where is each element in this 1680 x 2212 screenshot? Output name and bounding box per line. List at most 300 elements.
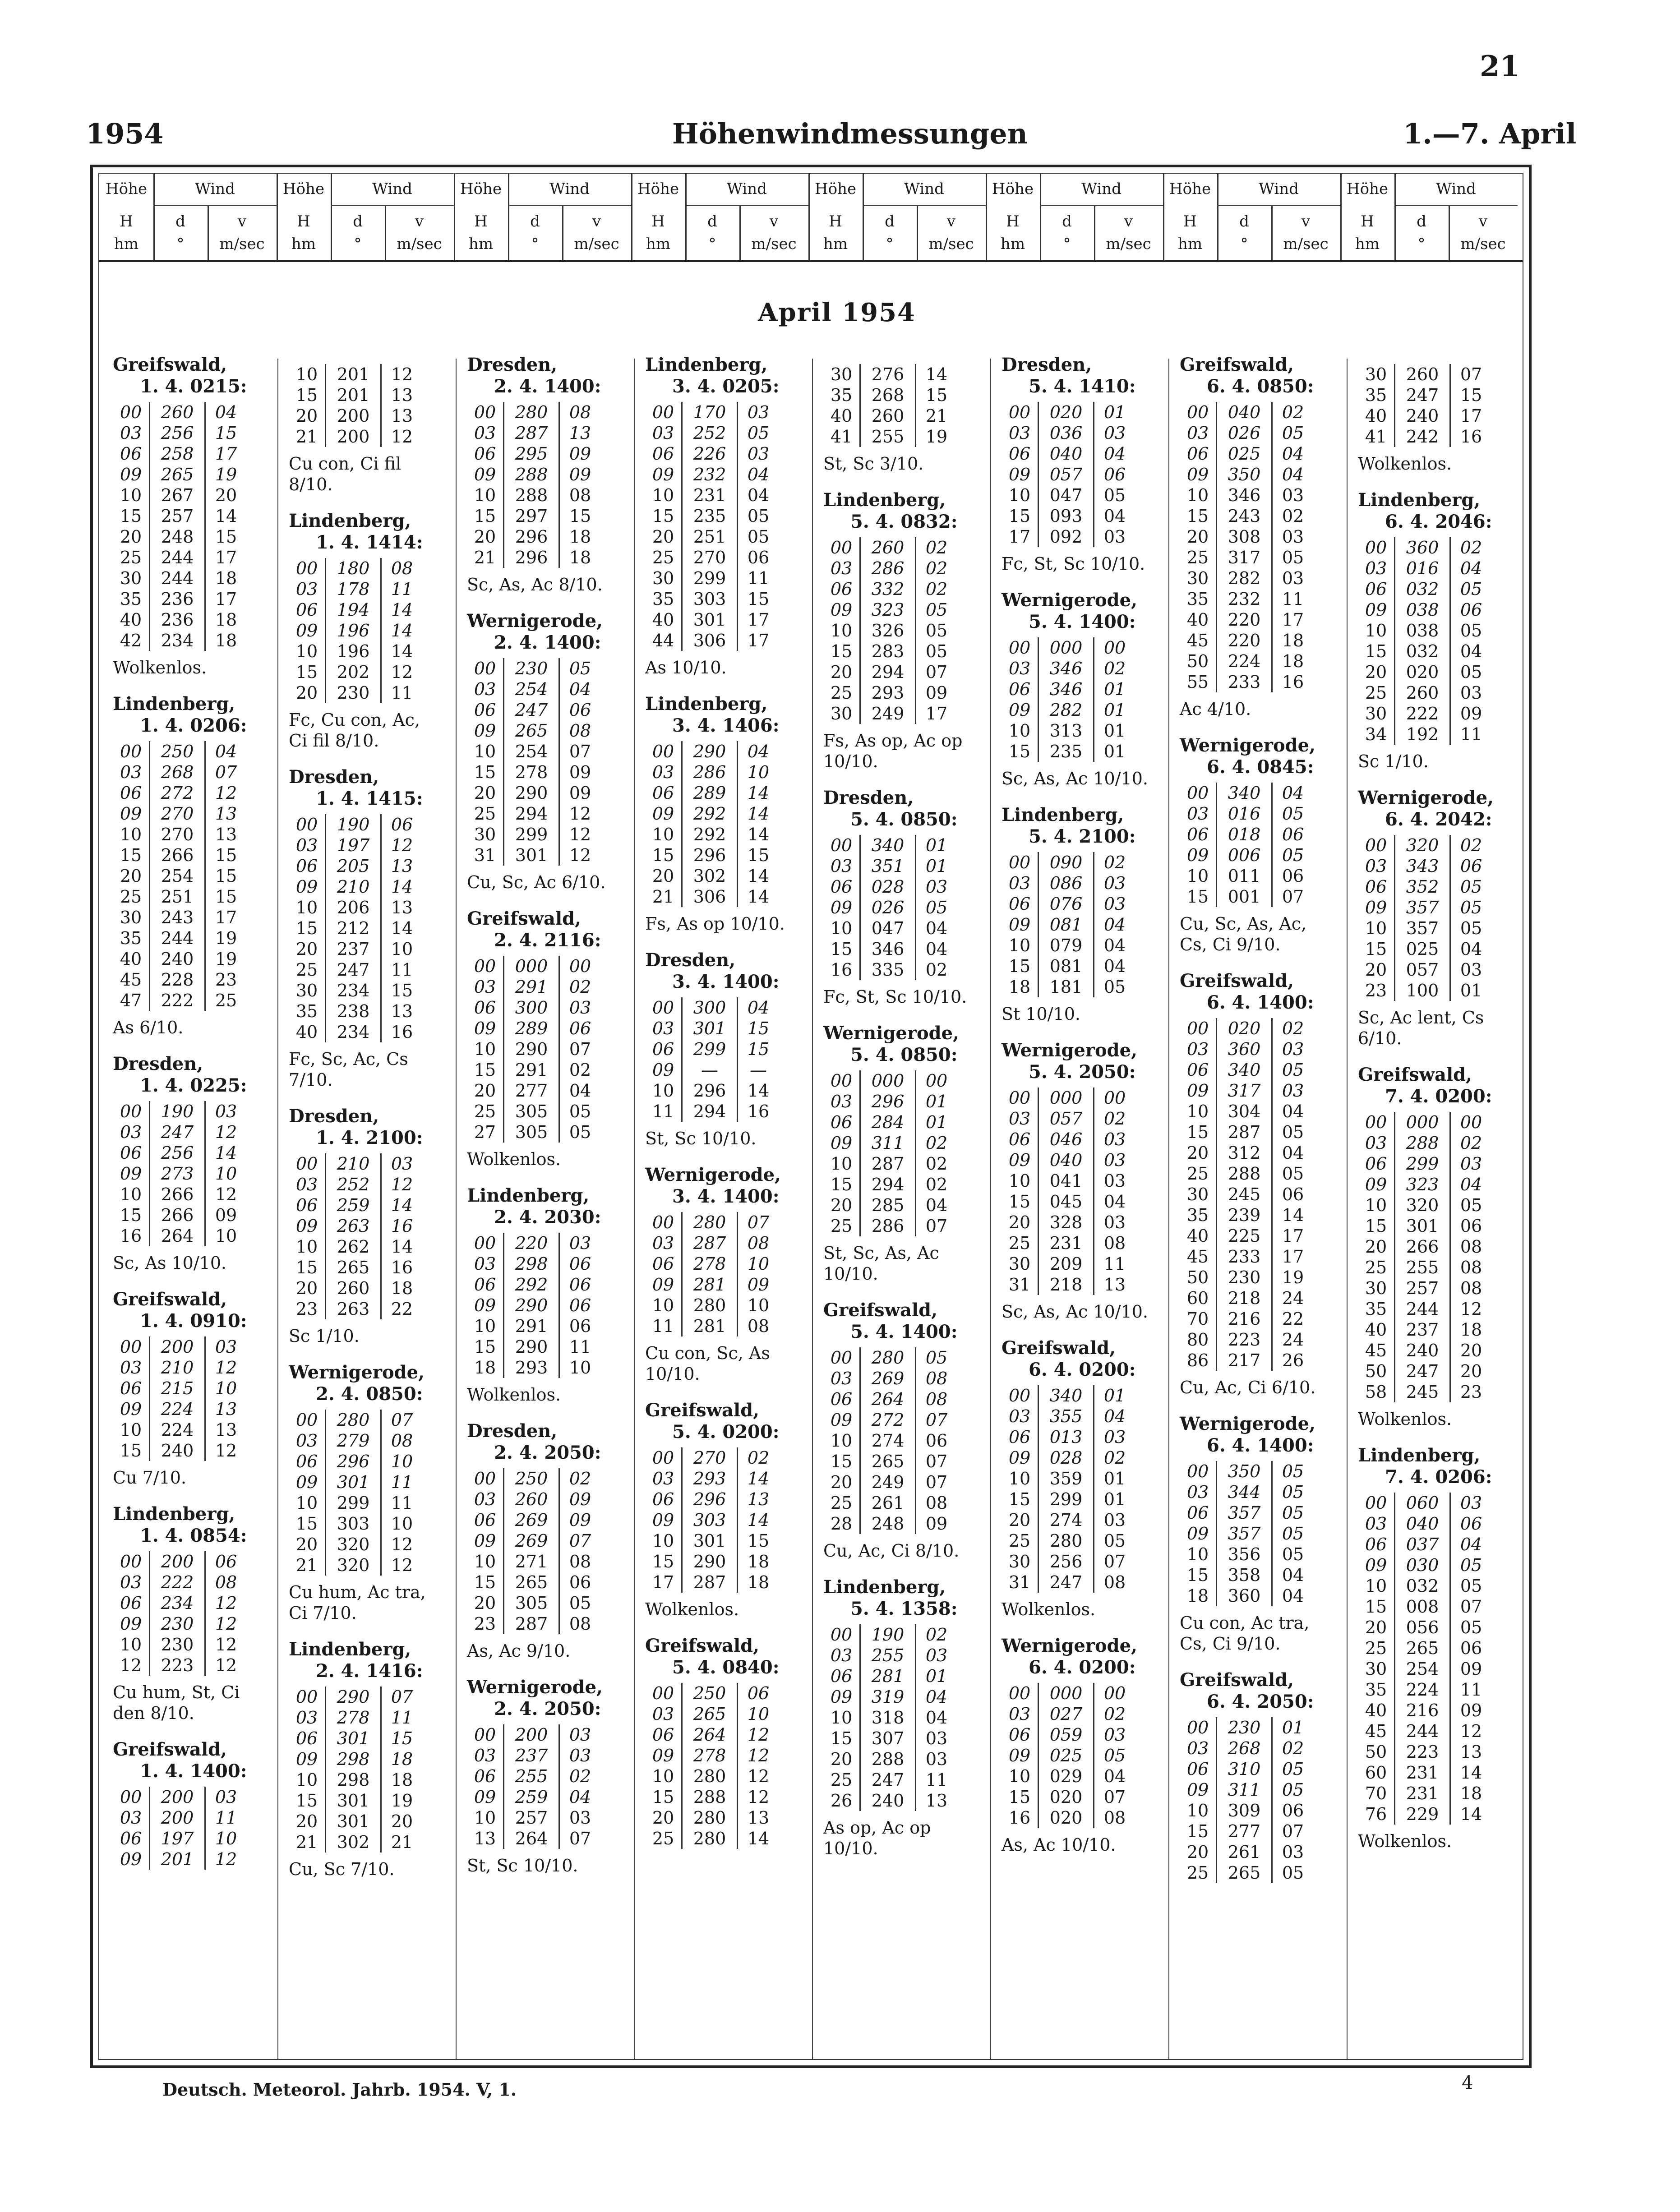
table-row bbox=[1358, 918, 1520, 939]
table-row bbox=[823, 1493, 986, 1513]
height-cell: 20 bbox=[1365, 1618, 1387, 1637]
table-row bbox=[113, 1828, 275, 1849]
header-subrule bbox=[1040, 205, 1163, 206]
table-row bbox=[1002, 914, 1164, 935]
direction-cell: 299 bbox=[681, 1039, 738, 1060]
height-cell: 30 bbox=[1186, 568, 1209, 588]
speed-cell: 12 bbox=[391, 364, 413, 384]
speed-cell: 12 bbox=[569, 845, 591, 865]
wind-table bbox=[1180, 1018, 1342, 1371]
height-cell: 09 bbox=[474, 1018, 496, 1038]
direction-cell: 285 bbox=[859, 1195, 916, 1216]
table-row bbox=[645, 485, 808, 506]
table-row bbox=[1002, 700, 1164, 720]
speed-cell: 07 bbox=[1460, 364, 1482, 384]
speed-cell: 22 bbox=[391, 1299, 413, 1319]
direction-cell: 288 bbox=[859, 1749, 916, 1770]
direction-cell: 257 bbox=[503, 1807, 560, 1828]
speed-cell: 16 bbox=[1282, 672, 1304, 692]
head-d: d bbox=[530, 212, 540, 230]
direction-cell: 278 bbox=[503, 762, 560, 783]
station-name: Lindenberg, bbox=[289, 1639, 411, 1660]
direction-cell: 288 bbox=[681, 1787, 738, 1807]
height-cell: 06 bbox=[120, 783, 142, 803]
station-name: Wernigerode, bbox=[823, 1023, 959, 1044]
height-cell: 00 bbox=[1186, 1461, 1209, 1481]
speed-cell: 02 bbox=[1282, 1738, 1304, 1758]
speed-cell: 04 bbox=[1282, 444, 1304, 464]
speed-cell: 04 bbox=[747, 998, 770, 1018]
table-row bbox=[1180, 1482, 1342, 1502]
table-row bbox=[113, 1184, 275, 1205]
table-row bbox=[1002, 637, 1164, 658]
direction-cell: 294 bbox=[859, 662, 916, 682]
speed-cell: 07 bbox=[215, 762, 237, 782]
direction-cell: 291 bbox=[503, 977, 560, 997]
direction-cell: 296 bbox=[325, 1451, 382, 1472]
speed-cell: 18 bbox=[391, 1770, 413, 1790]
speed-cell: 06 bbox=[569, 1316, 591, 1336]
height-cell: 20 bbox=[295, 683, 318, 703]
height-cell: 45 bbox=[1186, 1247, 1209, 1267]
table-row bbox=[1358, 599, 1520, 620]
speed-cell: 16 bbox=[1460, 427, 1482, 447]
direction-cell: 076 bbox=[1038, 894, 1094, 914]
height-cell: 00 bbox=[830, 1348, 853, 1368]
column-separator bbox=[990, 359, 991, 2059]
table-row bbox=[645, 741, 808, 762]
table-row bbox=[1358, 959, 1520, 980]
table-row bbox=[1180, 609, 1342, 630]
direction-cell: 041 bbox=[1038, 1171, 1094, 1191]
height-cell: 23 bbox=[295, 1299, 318, 1319]
table-row bbox=[645, 1489, 808, 1510]
direction-cell: 011 bbox=[1216, 866, 1273, 886]
speed-cell: 08 bbox=[215, 1572, 237, 1592]
speed-cell: 13 bbox=[747, 1808, 770, 1828]
head-hoehe: Höhe bbox=[637, 180, 679, 198]
head-wind: Wind bbox=[549, 180, 590, 198]
height-cell: 40 bbox=[830, 406, 853, 426]
direction-cell: 234 bbox=[325, 1022, 382, 1042]
direction-cell: 255 bbox=[503, 1766, 560, 1787]
table-row bbox=[645, 824, 808, 845]
table-row bbox=[1358, 620, 1520, 641]
height-cell: 25 bbox=[652, 548, 674, 567]
height-cell: 06 bbox=[474, 1275, 496, 1295]
table-row bbox=[467, 803, 629, 824]
height-cell: 06 bbox=[295, 1195, 318, 1215]
table-row bbox=[823, 682, 986, 703]
observation-time: 2. 4. 1416: bbox=[316, 1660, 423, 1682]
height-cell: 20 bbox=[120, 866, 142, 886]
speed-cell: 04 bbox=[1103, 1766, 1126, 1786]
observation-time: 1. 4. 2100: bbox=[316, 1127, 423, 1148]
speed-cell: 02 bbox=[925, 538, 948, 558]
cloud-note: Sc, As 10/10. bbox=[113, 1253, 227, 1273]
height-cell: 06 bbox=[830, 877, 853, 897]
head-v: v bbox=[1124, 212, 1133, 230]
height-cell: 09 bbox=[830, 898, 853, 917]
speed-cell: 03 bbox=[215, 1787, 237, 1807]
speed-cell: 15 bbox=[215, 527, 237, 547]
speed-cell: 12 bbox=[215, 1593, 237, 1613]
height-cell: 60 bbox=[1186, 1288, 1209, 1308]
speed-cell: 13 bbox=[391, 898, 413, 917]
height-cell: 10 bbox=[1008, 721, 1031, 741]
station-block bbox=[467, 1420, 629, 1661]
header-rule bbox=[808, 174, 810, 260]
station-block bbox=[467, 610, 629, 893]
height-cell: 10 bbox=[652, 1531, 674, 1551]
direction-cell: 248 bbox=[859, 1513, 916, 1534]
direction-cell: 320 bbox=[1394, 1195, 1451, 1216]
speed-cell: 00 bbox=[569, 956, 591, 976]
table-row bbox=[289, 385, 451, 406]
speed-cell: 03 bbox=[925, 877, 948, 897]
station-block bbox=[113, 693, 275, 1038]
cloud-note: Cu, Ac, Ci 8/10. bbox=[823, 1541, 960, 1561]
direction-cell: 230 bbox=[149, 1634, 206, 1655]
height-cell: 09 bbox=[652, 1746, 674, 1765]
height-cell: 80 bbox=[1186, 1330, 1209, 1350]
speed-cell: 14 bbox=[925, 364, 948, 384]
height-cell: 20 bbox=[474, 1593, 496, 1613]
direction-cell: 290 bbox=[681, 1551, 738, 1572]
table-row bbox=[823, 876, 986, 897]
speed-cell: 17 bbox=[215, 908, 237, 927]
speed-cell: 03 bbox=[1103, 423, 1126, 443]
direction-cell: 200 bbox=[325, 426, 382, 447]
height-cell: 45 bbox=[1186, 631, 1209, 650]
speed-cell: 05 bbox=[1103, 1531, 1126, 1551]
height-cell: 18 bbox=[1008, 977, 1031, 997]
table-row bbox=[645, 1766, 808, 1787]
head-ms: m/sec bbox=[574, 235, 619, 253]
station-block bbox=[113, 1739, 275, 1870]
height-cell: 10 bbox=[474, 742, 496, 761]
head-v: v bbox=[769, 212, 779, 230]
height-cell: 25 bbox=[1365, 1258, 1387, 1277]
speed-cell: 14 bbox=[391, 1237, 413, 1257]
speed-cell: 19 bbox=[1282, 1267, 1304, 1287]
direction-cell: 288 bbox=[503, 485, 560, 506]
table-row bbox=[1180, 1039, 1342, 1060]
table-row bbox=[645, 423, 808, 443]
direction-cell: 197 bbox=[149, 1828, 206, 1849]
header-rule bbox=[1394, 174, 1396, 260]
direction-cell: 255 bbox=[859, 426, 916, 447]
table-row bbox=[467, 1530, 629, 1551]
height-cell: 44 bbox=[652, 631, 674, 650]
observation-time: 1. 4. 1400: bbox=[140, 1760, 247, 1782]
column-separator bbox=[1168, 359, 1169, 2059]
station-block bbox=[1002, 590, 1164, 789]
table-row bbox=[1180, 1122, 1342, 1143]
table-row bbox=[289, 1022, 451, 1042]
cloud-note: Cu hum, St, Ci den 8/10. bbox=[113, 1682, 240, 1723]
cloud-note: Sc 1/10. bbox=[1358, 751, 1429, 771]
height-cell: 25 bbox=[1008, 1531, 1031, 1551]
direction-cell: 230 bbox=[503, 658, 560, 679]
speed-cell: 12 bbox=[747, 1746, 770, 1765]
speed-cell: 23 bbox=[215, 970, 237, 990]
station-block bbox=[1180, 735, 1342, 955]
direction-cell: 287 bbox=[681, 1572, 738, 1593]
direction-cell: 293 bbox=[681, 1468, 738, 1489]
direction-cell: 346 bbox=[1216, 485, 1273, 506]
speed-cell: 04 bbox=[1282, 1586, 1304, 1606]
height-cell: 10 bbox=[652, 1081, 674, 1101]
head-hoehe: Höhe bbox=[282, 180, 325, 198]
cloud-note: St, Sc 10/10. bbox=[645, 1129, 757, 1148]
observation-time: 6. 4. 0850: bbox=[1207, 376, 1314, 397]
direction-cell: 295 bbox=[503, 443, 560, 464]
head-hm: hm bbox=[1000, 235, 1025, 253]
table-row bbox=[113, 423, 275, 443]
speed-cell: 19 bbox=[391, 1791, 413, 1811]
height-cell: 25 bbox=[652, 1829, 674, 1848]
table-row bbox=[289, 876, 451, 897]
height-cell: 00 bbox=[295, 558, 318, 578]
height-cell: 10 bbox=[830, 1431, 853, 1451]
cloud-note: As 6/10. bbox=[113, 1018, 184, 1037]
table-row bbox=[113, 969, 275, 990]
direction-cell: 278 bbox=[681, 1745, 738, 1766]
height-cell: 03 bbox=[1186, 1482, 1209, 1502]
direction-cell: 352 bbox=[1394, 876, 1451, 897]
table-row bbox=[289, 835, 451, 856]
table-row bbox=[1358, 876, 1520, 897]
station-name: Lindenberg, bbox=[1358, 489, 1481, 511]
direction-cell: 081 bbox=[1038, 914, 1094, 935]
direction-cell: 360 bbox=[1394, 537, 1451, 558]
speed-cell: 08 bbox=[747, 1233, 770, 1253]
speed-cell: 12 bbox=[391, 835, 413, 855]
table-row bbox=[1358, 939, 1520, 959]
table-row bbox=[1002, 1489, 1164, 1510]
direction-cell: 270 bbox=[149, 803, 206, 824]
height-cell: 10 bbox=[1186, 485, 1209, 505]
column-head-group bbox=[1163, 174, 1340, 260]
height-cell: 20 bbox=[652, 866, 674, 886]
height-cell: 06 bbox=[652, 1489, 674, 1509]
table-row bbox=[1180, 1800, 1342, 1821]
speed-cell: 17 bbox=[747, 631, 770, 650]
head-d: d bbox=[707, 212, 717, 230]
height-cell: 10 bbox=[652, 485, 674, 505]
height-cell: 20 bbox=[295, 406, 318, 426]
direction-cell: 254 bbox=[503, 741, 560, 762]
direction-cell: 276 bbox=[859, 364, 916, 385]
height-cell: 50 bbox=[1186, 651, 1209, 671]
height-cell: 09 bbox=[830, 1410, 853, 1430]
height-cell: 10 bbox=[1365, 1195, 1387, 1215]
table-row bbox=[823, 1770, 986, 1790]
table-row bbox=[1002, 1530, 1164, 1551]
height-cell: 30 bbox=[830, 704, 853, 724]
speed-cell: 23 bbox=[1460, 1382, 1482, 1402]
speed-cell: 05 bbox=[1282, 548, 1304, 567]
height-cell: 03 bbox=[120, 1358, 142, 1378]
height-cell: 00 bbox=[120, 742, 142, 761]
table-row bbox=[289, 1832, 451, 1853]
table-row bbox=[823, 385, 986, 406]
speed-cell: 06 bbox=[391, 815, 413, 834]
head-hm: hm bbox=[468, 235, 494, 253]
speed-cell: 24 bbox=[1282, 1288, 1304, 1308]
height-cell: 10 bbox=[474, 1316, 496, 1336]
height-cell: 03 bbox=[830, 558, 853, 578]
direction-cell: 210 bbox=[325, 876, 382, 897]
height-cell: 10 bbox=[295, 1493, 318, 1513]
height-cell: 35 bbox=[1365, 1299, 1387, 1319]
table-row bbox=[467, 845, 629, 866]
direction-cell: 232 bbox=[681, 464, 738, 485]
direction-cell: 296 bbox=[681, 845, 738, 866]
height-cell: 25 bbox=[120, 887, 142, 907]
table-row bbox=[289, 1001, 451, 1022]
direction-cell: 016 bbox=[1216, 803, 1273, 824]
table-row bbox=[467, 1510, 629, 1530]
direction-cell: 047 bbox=[859, 918, 916, 939]
cloud-note: Fs, As op 10/10. bbox=[645, 914, 785, 934]
head-h: H bbox=[1361, 212, 1374, 230]
direction-cell: 223 bbox=[149, 1655, 206, 1676]
speed-cell: 10 bbox=[747, 1704, 770, 1724]
height-cell: 30 bbox=[1008, 1552, 1031, 1571]
wind-table bbox=[823, 1347, 986, 1534]
speed-cell: 13 bbox=[215, 825, 237, 844]
direction-cell: 280 bbox=[325, 1410, 382, 1430]
table-row bbox=[1180, 1226, 1342, 1246]
table-row bbox=[289, 959, 451, 980]
direction-cell: 305 bbox=[503, 1122, 560, 1143]
table-row bbox=[113, 1163, 275, 1184]
table-row bbox=[823, 1153, 986, 1174]
head-d: d bbox=[1417, 212, 1426, 230]
speed-cell: 00 bbox=[1103, 638, 1126, 658]
speed-cell: 04 bbox=[1103, 444, 1126, 464]
direction-cell: 280 bbox=[681, 1828, 738, 1849]
wind-table bbox=[1358, 364, 1520, 447]
header-year: 1954 bbox=[86, 117, 164, 150]
direction-cell: 243 bbox=[1216, 506, 1273, 526]
direction-cell: 299 bbox=[1394, 1153, 1451, 1174]
height-cell: 09 bbox=[652, 1510, 674, 1530]
direction-cell: 230 bbox=[1216, 1717, 1273, 1738]
direction-cell: 320 bbox=[325, 1534, 382, 1555]
speed-cell: 03 bbox=[1103, 894, 1126, 914]
height-cell: 25 bbox=[830, 683, 853, 703]
station-name: Wernigerode, bbox=[289, 1362, 425, 1383]
table-row bbox=[1180, 866, 1342, 886]
speed-cell: 15 bbox=[391, 981, 413, 1000]
table-row bbox=[1002, 1510, 1164, 1530]
height-cell: 03 bbox=[120, 423, 142, 443]
head-degree: ° bbox=[1240, 235, 1248, 253]
cloud-note: Wolkenlos. bbox=[1358, 1831, 1452, 1851]
height-cell: 09 bbox=[120, 1614, 142, 1634]
table-row bbox=[1002, 464, 1164, 485]
direction-cell: 233 bbox=[1216, 1246, 1273, 1267]
station-name: Lindenberg, bbox=[289, 510, 411, 531]
speed-cell: 08 bbox=[569, 485, 591, 505]
table-row bbox=[1358, 364, 1520, 385]
height-cell: 15 bbox=[1365, 939, 1387, 959]
direction-cell: 261 bbox=[859, 1493, 916, 1513]
direction-cell: 296 bbox=[681, 1080, 738, 1101]
header-title: Höhenwindmessungen bbox=[672, 117, 1028, 150]
wind-table bbox=[289, 558, 451, 703]
speed-cell: 08 bbox=[569, 721, 591, 741]
height-cell: 03 bbox=[474, 1746, 496, 1765]
speed-cell: 14 bbox=[391, 600, 413, 620]
table-row bbox=[113, 1226, 275, 1246]
height-cell: 06 bbox=[1186, 444, 1209, 464]
direction-cell: 280 bbox=[1038, 1530, 1094, 1551]
height-cell: 15 bbox=[1365, 641, 1387, 661]
observation-time: 5. 4. 0840: bbox=[672, 1657, 780, 1678]
direction-cell: 279 bbox=[325, 1430, 382, 1451]
direction-cell: 303 bbox=[325, 1513, 382, 1534]
cloud-note: Cu, Sc, As, Ac, Cs, Ci 9/10. bbox=[1180, 914, 1307, 954]
speed-cell: 02 bbox=[925, 1154, 948, 1174]
direction-cell: 254 bbox=[503, 679, 560, 700]
speed-cell: 11 bbox=[215, 1808, 237, 1828]
direction-cell: 265 bbox=[325, 1257, 382, 1278]
direction-cell: 238 bbox=[325, 1001, 382, 1022]
speed-cell: 18 bbox=[569, 548, 591, 567]
speed-cell: 07 bbox=[391, 1687, 413, 1707]
height-cell: 06 bbox=[1008, 679, 1031, 699]
head-d: d bbox=[885, 212, 895, 230]
table-row bbox=[1358, 1534, 1520, 1555]
speed-cell: 14 bbox=[747, 887, 770, 907]
table-row bbox=[1180, 1018, 1342, 1039]
speed-cell: 17 bbox=[215, 444, 237, 464]
table-row bbox=[1002, 1253, 1164, 1274]
speed-cell: 11 bbox=[1282, 589, 1304, 609]
cloud-note: Cu, Sc, Ac 6/10. bbox=[467, 872, 606, 892]
head-wind: Wind bbox=[727, 180, 767, 198]
station-block bbox=[823, 489, 986, 772]
speed-cell: 07 bbox=[925, 1452, 948, 1471]
speed-cell: 18 bbox=[1282, 651, 1304, 671]
table-row bbox=[467, 956, 629, 977]
height-cell: 10 bbox=[1186, 1544, 1209, 1564]
table-row bbox=[823, 1707, 986, 1728]
header-rule bbox=[1217, 174, 1218, 260]
direction-cell: 265 bbox=[149, 464, 206, 485]
speed-cell: 05 bbox=[1460, 898, 1482, 917]
height-cell: 30 bbox=[120, 568, 142, 588]
speed-cell: 06 bbox=[1282, 1184, 1304, 1204]
station-column bbox=[1002, 354, 1164, 1871]
table-row bbox=[113, 928, 275, 949]
speed-cell: 13 bbox=[391, 406, 413, 426]
table-row bbox=[645, 1212, 808, 1233]
speed-cell: 12 bbox=[391, 1175, 413, 1194]
height-cell: 30 bbox=[1365, 704, 1387, 724]
height-cell: 15 bbox=[1008, 1489, 1031, 1509]
speed-cell: 16 bbox=[391, 1216, 413, 1236]
direction-cell: 196 bbox=[325, 620, 382, 641]
direction-cell: 038 bbox=[1394, 599, 1451, 620]
station-block bbox=[1358, 364, 1520, 474]
height-cell: 09 bbox=[1008, 1448, 1031, 1468]
speed-cell: 03 bbox=[569, 998, 591, 1018]
